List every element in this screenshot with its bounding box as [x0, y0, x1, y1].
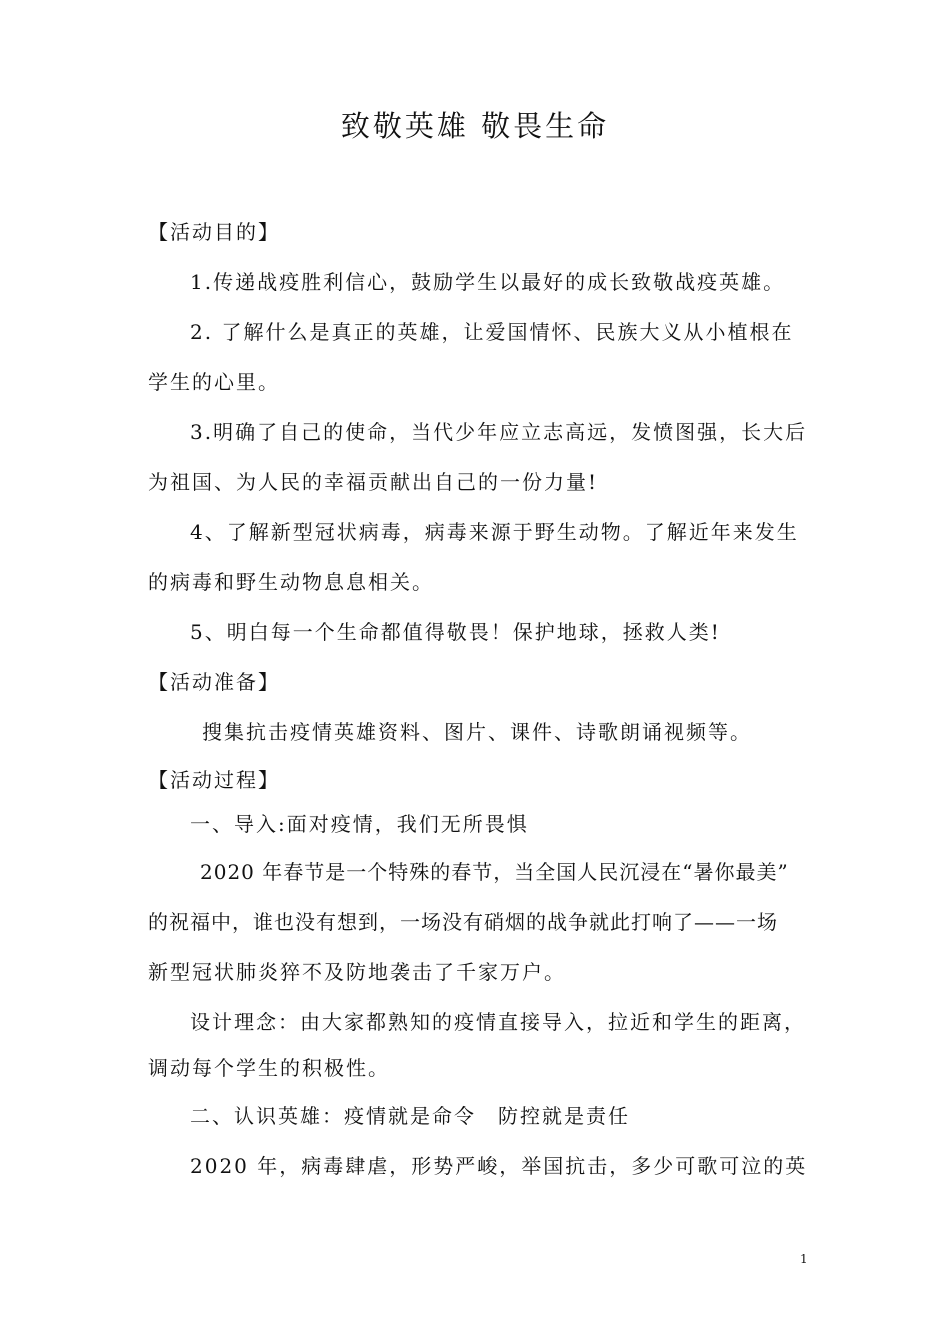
- page-number: 1: [800, 1252, 808, 1266]
- section-heading-process: 【活动过程】: [148, 768, 280, 792]
- paragraph-line: 为祖国、为人民的幸福贡献出自己的一份力量!: [148, 470, 599, 494]
- section-heading-preparation: 【活动准备】: [148, 670, 280, 694]
- document-title: 致敬英雄 敬畏生命: [340, 109, 610, 143]
- paragraph-line: 5、明白每一个生命都值得敬畏！保护地球，拯救人类!: [190, 620, 721, 644]
- paragraph-line: 的病毒和野生动物息息相关。: [148, 570, 434, 594]
- subheading-intro: 一、导入:面对疫情，我们无所畏惧: [190, 812, 529, 836]
- paragraph-line: 学生的心里。: [148, 370, 280, 394]
- paragraph-line: 新型冠状肺炎猝不及防地袭击了千家万户。: [148, 960, 566, 984]
- paragraph-line: 1.传递战疫胜利信心，鼓励学生以最好的成长致敬战疫英雄。: [190, 270, 786, 294]
- paragraph-line: 3.明确了自己的使命，当代少年应立志高远，发愤图强，长大后: [190, 420, 808, 444]
- paragraph-line: 设计理念：由大家都熟知的疫情直接导入，拉近和学生的距离，: [190, 1010, 806, 1034]
- paragraph-line: 4、了解新型冠状病毒，病毒来源于野生动物。了解近年来发生: [190, 520, 799, 544]
- paragraph-line: 2020 年春节是一个特殊的春节，当全国人民沉浸在“暑你最美”: [200, 860, 789, 884]
- subheading-heroes: 二、认识英雄：疫情就是命令 防控就是责任: [190, 1104, 630, 1128]
- paragraph-line: 的祝福中，谁也没有想到，一场没有硝烟的战争就此打响了——一场: [148, 910, 778, 934]
- section-heading-purpose: 【活动目的】: [148, 220, 280, 244]
- paragraph-line: 搜集抗击疫情英雄资料、图片、课件、诗歌朗诵视频等。: [202, 720, 752, 744]
- paragraph-line: 2020 年，病毒肆虐，形势严峻，举国抗击，多少可歌可泣的英: [190, 1154, 808, 1178]
- paragraph-line: 2. 了解什么是真正的英雄，让爱国情怀、民族大义从小植根在: [190, 320, 794, 344]
- paragraph-line: 调动每个学生的积极性。: [148, 1056, 390, 1080]
